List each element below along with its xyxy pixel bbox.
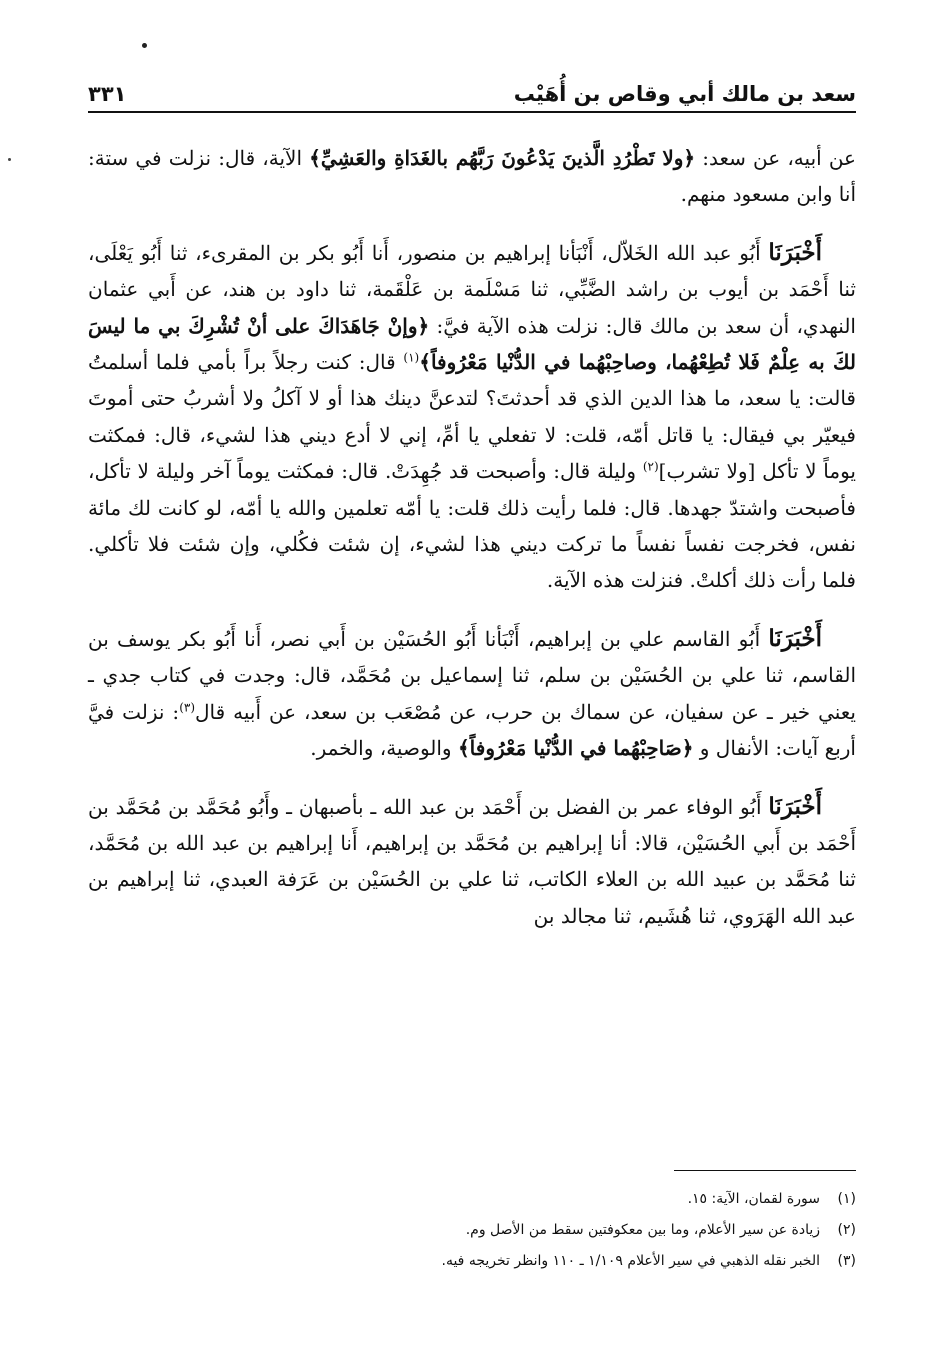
paragraph-text: الآية، قال: نزلت في ستة: أنا وابن مسعود منهم. <box>88 146 856 207</box>
footnote-number: (١) <box>837 1191 856 1207</box>
header-rule <box>88 111 856 113</box>
isnad-keyword: أَخْبَرَنَا <box>768 238 822 266</box>
running-header <box>88 76 856 108</box>
scan-dot <box>142 43 147 48</box>
footnote-number: (٢) <box>837 1222 856 1238</box>
main-text <box>88 140 856 934</box>
paragraph-text: قال: كنت رجلاً براً بأمي فلما أسلمتُ قالت: يا سعد، ما هذا الدين الذي قد أحدثتَ؟ لتدعنَّ دينك هذا أو لا آكلُ ولا أشربُ حتى أموتَ فيعيّر بي فيقال: يا قاتل أمّه، قلت: لا تفعلي يا أمِّ، إني لا أدع ديني هذا لشيء، قال: فمكثت يوماً لا تأكل [ولا تشرب] <box>88 350 856 484</box>
footnotes <box>88 1184 856 1277</box>
footnote-text: سورة لقمان، الآية: ١٥. <box>687 1191 820 1207</box>
footnote <box>88 1246 856 1277</box>
footnote-text: زيادة عن سير الأعلام، وما بين معكوفتين سقط من الأصل وم. <box>465 1222 820 1238</box>
isnad-keyword: أَخْبَرَنَا <box>768 792 822 820</box>
quran-quote: ﴿صَاحِبْهُما في الدُّنْيا مَعْرُوفاً﴾ <box>457 736 694 761</box>
paragraph-text: والوصية، والخمر. <box>310 736 458 761</box>
footnote-ref: (٣) <box>179 700 196 715</box>
paragraph <box>88 140 856 213</box>
footnote-separator <box>674 1170 856 1171</box>
footnote-text: الخبر نقله الذهبي في سير الأعلام ١/١٠٩ ـ ١١٠ وانظر تخريجه فيه. <box>441 1253 820 1269</box>
paragraph <box>88 789 856 935</box>
quran-quote: ﴿ولا تَطْرُدِ الَّذينَ يَدْعُونَ رَبَّهُم بالغَدَاةِ والعَشِيِّ﴾ <box>309 146 696 170</box>
paragraph-text: وليلة قال: وأصبحت قد جُهِدَتْ. قال: فمكثت يوماً آخر وليلة لا تأكل، فأصبحت واشتدّ جهدها. قال: فلما رأيت ذلك قلت: يا أمّه تعلمين والله يا أمّه، لو كانت لك مائة نفس، فخرجت نفساً نفساً ما تركت ديني هذا لشيء، إن شئت فكُلي، وإن شئت فلا تأكلي. فلما رأت ذلك أكلتْ. فنزلت هذه الآية. <box>88 459 856 593</box>
paragraph <box>88 621 856 767</box>
paragraph-text: : نزلت فيَّ أربع آيات: الأنفال و <box>88 699 856 761</box>
scan-dot <box>8 158 11 161</box>
paragraph-text: عن أبيه، عن سعد: <box>695 146 856 170</box>
footnote <box>88 1184 856 1215</box>
page-number: ٣٣١ <box>88 82 127 106</box>
footnote-ref: (١) <box>403 350 420 365</box>
isnad-keyword: أَخْبَرَنَا <box>768 624 822 652</box>
paragraph <box>88 235 856 599</box>
footnote <box>88 1215 856 1246</box>
footnote-number: (٣) <box>837 1253 856 1269</box>
paragraph-text: أَبُو القاسم علي بن إبراهيم، أَنْبَأنا أَبُو الحُسَيْن بن أَبي نصر، أَنا أَبُو بكر يوسف بن القاسم، ثنا علي بن الحُسَيْن بن سلم، ثنا إسماعيل بن مُحَمَّد، قال: وجدت في كتاب جدي ـ يعني خير ـ عن سفيان، عن سماك بن حرب، عن مُصْعَب بن سعد، عن أَبيه قال <box>88 626 856 724</box>
paragraph-text: أَبُو الوفاء عمر بن الفضل بن أَحْمَد بن عبد الله ـ بأصبهان ـ وأَبُو مُحَمَّد بن مُحَمَّد بن أَحْمَد بن أَبي الحُسَيْن، قالا: أنا إبراهيم بن مُحَمَّد بن إبراهيم، أَنا إبراهيم بن عبد الله بن مُحَمَّد، ثنا مُحَمَّد بن عبيد الله بن العلاء الكاتب، ثنا علي بن الحُسَيْن بن عَرَفة العبدي، ثنا إبراهيم بن عبد الله الهَرَوي، ثنا هُشَيم، ثنا مجالد بن <box>88 794 856 928</box>
footnote-ref: (٢) <box>642 459 659 474</box>
header-title: سعد بن مالك أبي وقاص بن أُهَيْب <box>513 82 856 106</box>
quran-quote: ﴿وإنْ جَاهَدَاكَ على أنْ تُشْرِكَ بي ما ليسَ لكَ به عِلْمٌ فَلا تُطِعْهُما، وصاحِبْهُما في الدُّنْيا مَعْرُوفاً﴾ <box>88 313 856 375</box>
paragraph-text: أَبُو عبد الله الخَلاّل، أَنْبَأنا إبراهيم بن منصور، أَنا أَبُو بكر بن المقرىء، ثنا أَبُو يَعْلَى، ثنا أَحْمَد بن أيوب بن راشد الضَّبِّي، ثنا مَسْلَمة بن عَلْقَمة، ثنا داود بن هند، عن أَبي عثمان النهدي، أن سعد بن مالك قال: نزلت هذه الآية فيَّ: <box>88 240 856 338</box>
